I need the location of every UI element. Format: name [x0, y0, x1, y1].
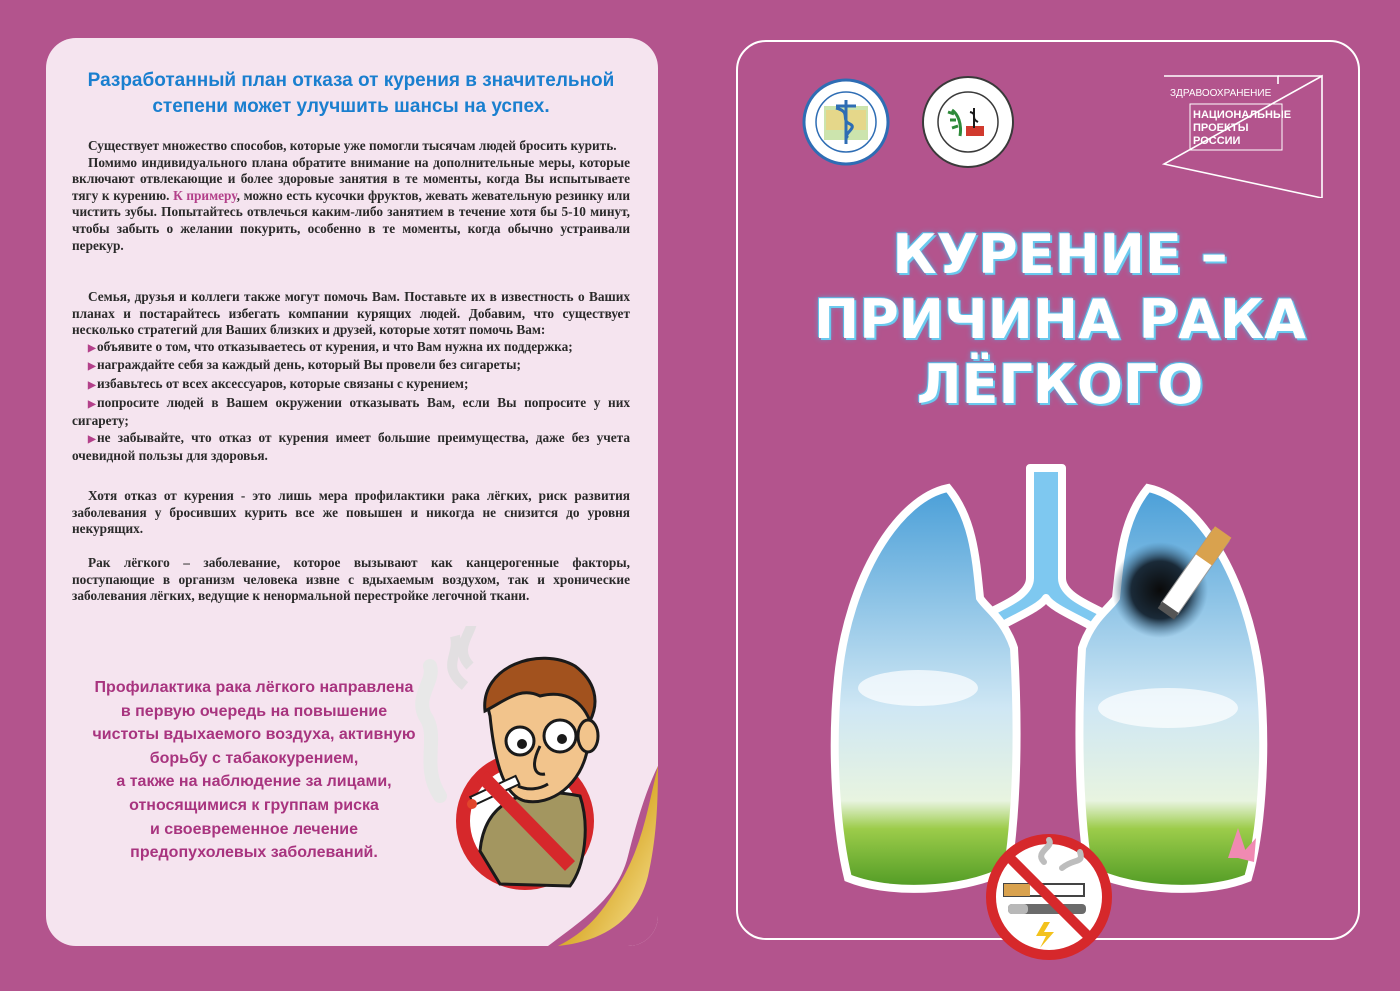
paragraph-4: Хотя отказ от курения - это лишь мера профилактики рака лёгких, риск развития заболевания у бросивших курить все же повышен и никогда не снизится до уровня некурящих.: [72, 488, 630, 537]
paragraph-5: Рак лёгкого – заболевание, которое вызывают как канцерогенные факторы, поступающие в организм человека извне с вдыхаемым воздухом, так и хронические заболевания лёгких, ведущие к ненормальной перестройке легочной ткани.: [72, 555, 630, 604]
list-item: ▶избавьтесь от всех аксессуаров, которые связаны с курением;: [72, 376, 630, 395]
np-line-2: ПРОЕКТЫ: [1193, 122, 1249, 134]
main-title-line-3: ЛЁГКОГО: [916, 353, 1204, 416]
main-title-line-1: КУРЕНИЕ –: [892, 223, 1228, 286]
paragraph-2-text-end: , можно есть кусочки фруктов, жевать жевательную резинку или чистить зубы. Попытайтесь отвлечься каким-либо занятием в течение хотя бы 5-10 минут, чтобы забыть о желании покурить, особенно в те моменты, когда обычно устраивали перекур.: [72, 187, 630, 253]
health-center-logo: [918, 74, 1018, 170]
bullet-arrow-icon: ▶: [88, 433, 96, 445]
no-smoking-icon: [984, 832, 1114, 962]
paragraph-2-text: Помимо индивидуального плана обратите внимание на дополнительные меры, которые включают отвлекающие и более здоровые занятия в те моменты, когда Вы испытываете тягу к курению.: [72, 154, 630, 203]
bullet-arrow-icon: ▶: [88, 361, 96, 373]
np-line-1: НАЦИОНАЛЬНЫЕ: [1193, 109, 1292, 121]
bullet-arrow-icon: ▶: [88, 398, 96, 410]
list-item: ▶попросите людей в Вашем окружении отказывать Вам, если Вы попросите у них сигарету;: [72, 394, 630, 429]
left-page: [46, 38, 658, 946]
main-title: [780, 222, 1340, 417]
np-top-text: ЗДРАВООХРАНЕНИЕ: [1170, 88, 1272, 99]
page-curl-icon: [548, 746, 658, 946]
left-title-line-1: Разработанный план отказа от курения в значительной: [87, 70, 615, 91]
paragraph-3: Семья, друзья и коллеги также могут помочь Вам. Поставьте их в известность о Ваших планах и постарайтесь избегать компании курящих людей. Добавим, что существует несколько стратегий для Ваших близких и друзей, которые хотят помочь Вам:: [72, 289, 630, 338]
prevention-text: Профилактика рака лёгкого направлена в первую очередь на повышение чистоты вдыхаемого воздуха, активную борьбу с табакокурением, а также на наблюдение за лицами, относящимися к группам риска и своевременное лечение предопухолевых заболеваний.: [92, 679, 416, 862]
paragraph-2-highlight: К примеру: [173, 187, 237, 203]
support-list: [72, 339, 630, 465]
cancer-block: [72, 555, 630, 605]
bullet-arrow-icon: ▶: [88, 342, 96, 354]
list-item: ▶награждайте себя за каждый день, который Вы провели без сигареты;: [72, 357, 630, 376]
paragraph-2: [72, 155, 630, 255]
list-item: ▶не забывайте, что отказ от курения имеет большие преимущества, даже без учета очевидной пользы для здоровья.: [72, 429, 630, 464]
bullet-arrow-icon: ▶: [88, 379, 96, 391]
np-line-3: РОССИИ: [1193, 135, 1241, 147]
list-item: ▶объявите о том, что отказываетесь от курения, и что Вам нужна их поддержка;: [72, 339, 630, 358]
main-title-line-2: ПРИЧИНА РАКА: [814, 288, 1306, 351]
support-block: [72, 289, 630, 465]
left-title-line-2: степени может улучшить шансы на успех.: [152, 96, 550, 117]
paragraph-1: Существует множество способов, которые уже помогли тысячам людей бросить курить.: [88, 138, 617, 153]
left-page-title: [86, 68, 616, 120]
tips-block: [72, 138, 630, 254]
risk-block: [72, 488, 630, 538]
national-projects-logo: [1162, 74, 1332, 198]
ministry-logo: [792, 78, 900, 166]
